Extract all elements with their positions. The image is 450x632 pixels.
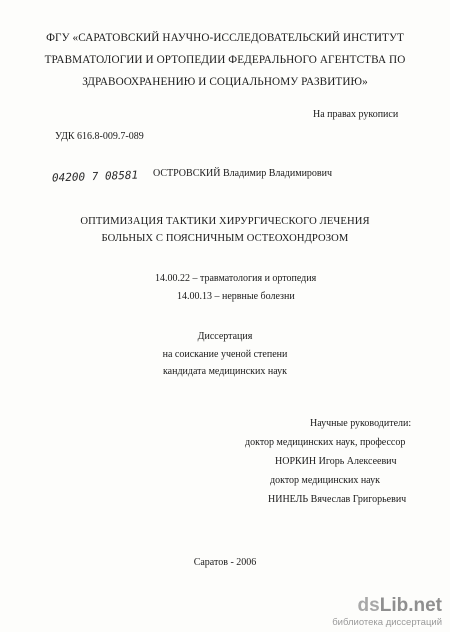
document-type: Диссертация: [197, 331, 253, 342]
supervisors-heading: Научные руководители:: [310, 418, 412, 429]
manuscript-rights-note: На правах рукописи: [313, 109, 399, 120]
supervisor-2-name: НИНЕЛЬ Вячеслав Григорьевич: [268, 494, 407, 505]
author-name: ОСТРОВСКИЙ Владимир Владимирович: [153, 168, 333, 179]
thesis-title-line-1: ОПТИМИЗАЦИЯ ТАКТИКИ ХИРУРГИЧЕСКОГО ЛЕЧЕНИЯ: [80, 216, 370, 227]
supervisor-1-name: НОРКИН Игорь Алексеевич: [275, 456, 397, 467]
degree-line: на соискание ученой степени: [162, 349, 288, 360]
supervisor-1-degree: доктор медицинских наук, профессор: [245, 437, 406, 448]
supervisor-2-degree: доктор медицинских наук: [270, 475, 380, 486]
institute-line-1: ФГУ «САРАТОВСКИЙ НАУЧНО-ИССЛЕДОВАТЕЛЬСКИЙ ИНСТИТУТ: [46, 32, 404, 44]
specialty-2: 14.00.13 – нервные болезни: [177, 291, 295, 302]
watermark-subtitle: библиотека диссертаций: [332, 617, 442, 628]
library-stamp-number: 04200 7 08581: [51, 168, 139, 185]
dslib-logo: dsLib.net: [357, 595, 442, 616]
degree-field: кандидата медицинских наук: [162, 366, 288, 377]
institute-line-3: ЗДРАВООХРАНЕНИЮ И СОЦИАЛЬНОМУ РАЗВИТИЮ»: [82, 76, 368, 88]
thesis-title-line-2: БОЛЬНЫХ С ПОЯСНИЧНЫМ ОСТЕОХОНДРОЗОМ: [101, 233, 349, 244]
city-year: Саратов - 2006: [193, 557, 257, 568]
dslib-watermark: [332, 596, 442, 628]
institute-line-2: ТРАВМАТОЛОГИИ И ОРТОПЕДИИ ФЕДЕРАЛЬНОГО АГЕНТСТВА ПО: [44, 54, 406, 66]
udk-code: УДК 616.8-009.7-089: [55, 131, 144, 142]
specialty-1: 14.00.22 – травматология и ортопедия: [155, 273, 317, 284]
